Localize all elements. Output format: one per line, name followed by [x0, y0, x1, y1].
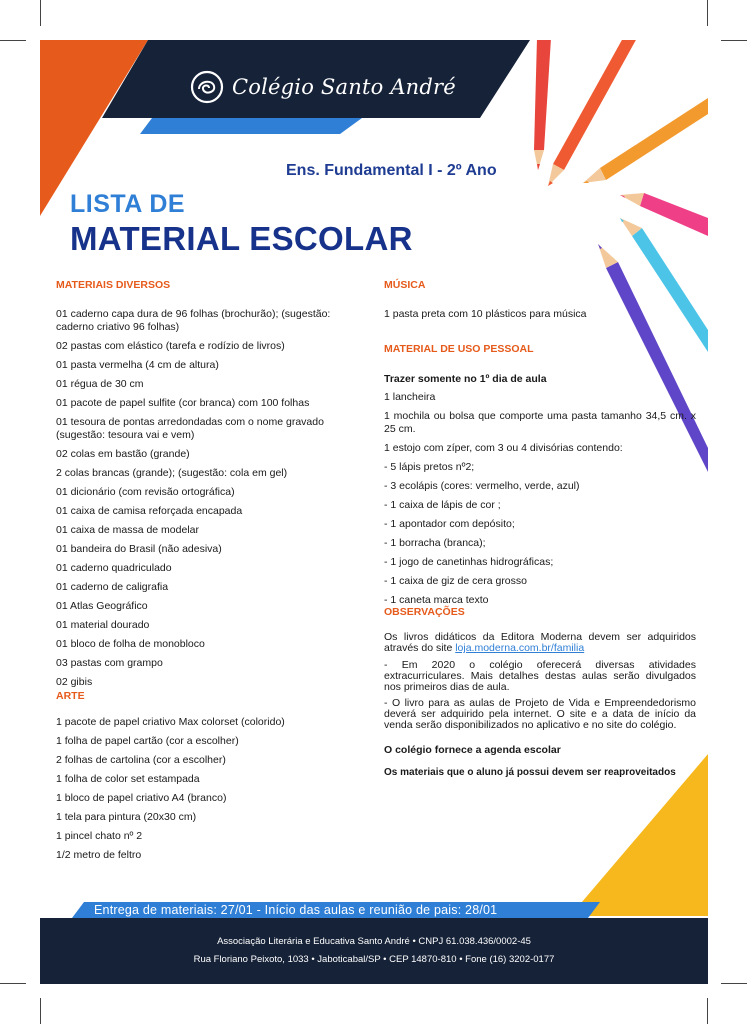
list-item: 01 pacote de papel sulfite (cor branca) com 100 folhas: [56, 397, 310, 409]
list-item: 01 tesoura de pontas arredondadas com o nome gravado (sugestão: tesoura vai e vem): [56, 416, 324, 441]
list-item: 1 pacote de papel criativo Max colorset (colorido): [56, 716, 285, 728]
list-item: 1 tela para pintura (20x30 cm): [56, 811, 197, 823]
list-item: 01 caixa de camisa reforçada encapada: [56, 505, 243, 517]
footer-bar: [40, 918, 708, 984]
list-item: 1 lancheira: [384, 391, 436, 403]
list-item: 01 caderno de caligrafia: [56, 581, 169, 593]
page-title-line2: MATERIAL ESCOLAR: [70, 220, 413, 257]
crop-mark: [707, 0, 708, 26]
list-item: - 1 jogo de canetinhas hidrográficas;: [384, 556, 554, 568]
flyer-page: [40, 40, 708, 984]
list-item: 1 folha de papel cartão (cor a escolher): [56, 735, 239, 747]
list-item: - 5 lápis pretos nº2;: [384, 461, 475, 473]
pessoal-subheading: Trazer somente no 1º dia de aula: [384, 373, 547, 385]
section-heading-observacoes: OBSERVAÇÕES: [384, 606, 465, 618]
obs-paragraph-project: - O livro para as aulas de Projeto de Vida e Empreendedorismo deverá ser adquirido pela internet. O site e a data de início da venda serão disponibilizados no aplicativo e no site do colégio.: [384, 697, 696, 731]
list-arte: [56, 716, 366, 868]
crop-mark: [721, 983, 747, 984]
obs-note-reuse: Os materiais que o aluno já possui devem ser reaproveitados: [384, 767, 676, 778]
page-title-line1: LISTA DE: [70, 190, 186, 218]
list-item: - 1 borracha (branca);: [384, 537, 486, 549]
section-heading-musica: MÚSICA: [384, 279, 426, 291]
list-item: 03 pastas com grampo: [56, 657, 163, 669]
pencil-cyan-icon: [620, 218, 708, 352]
crop-mark: [721, 40, 747, 41]
list-item: 01 dicionário (com revisão ortográfica): [56, 486, 235, 498]
section-heading-arte: ARTE: [56, 690, 85, 702]
list-item: 1 bloco de papel criativo A4 (branco): [56, 792, 227, 804]
list-item: - 1 caixa de giz de cera grosso: [384, 575, 527, 587]
list-item: 1 estojo com zíper, com 3 ou 4 divisórias contendo:: [384, 442, 623, 454]
list-item: 02 gibis: [56, 676, 93, 688]
list-item: 1 folha de color set estampada: [56, 773, 200, 785]
obs-note-agenda: O colégio fornece a agenda escolar: [384, 744, 561, 756]
list-item: 02 pastas com elástico (tarefa e rodízio de livros): [56, 340, 285, 352]
grade-level: Ens. Fundamental I - 2º Ano: [286, 162, 497, 179]
list-item: 1 pincel chato nº 2: [56, 830, 143, 842]
list-item: 01 pasta vermelha (4 cm de altura): [56, 359, 219, 371]
crop-mark: [0, 40, 26, 41]
list-item: 01 bloco de folha de monobloco: [56, 638, 205, 650]
list-item: - 3 ecolápis (cores: vermelho, verde, azul): [384, 480, 580, 492]
brand-name: Colégio Santo André: [232, 75, 456, 99]
crop-mark: [40, 0, 41, 26]
brand-logo: [190, 70, 456, 104]
crop-mark: [707, 998, 708, 1024]
moderna-store-link[interactable]: loja.moderna.com.br/familia: [455, 642, 585, 654]
list-musica: [384, 308, 696, 327]
list-diversos: [56, 308, 366, 695]
delivery-dates: Entrega de materiais: 27/01 - Início das aulas e reunião de pais: 28/01: [94, 903, 498, 917]
list-item: 01 caderno quadriculado: [56, 562, 172, 574]
crop-mark: [0, 983, 26, 984]
obs-paragraph-activities: - Em 2020 o colégio oferecerá diversas atividades extracurriculares. Mais detalhes destas aulas serão divulgados nos primeiros dias de aula.: [384, 659, 696, 693]
list-item: 01 bandeira do Brasil (não adesiva): [56, 543, 222, 555]
list-item: 01 caderno capa dura de 96 folhas (brochurão); (sugestão: caderno criativo 96 folhas): [56, 308, 331, 333]
section-heading-pessoal: MATERIAL DE USO PESSOAL: [384, 343, 534, 355]
list-item: 01 caixa de massa de modelar: [56, 524, 199, 536]
list-item: 01 régua de 30 cm: [56, 378, 144, 390]
section-heading-diversos: MATERIAIS DIVERSOS: [56, 279, 171, 291]
footer-line-address: Rua Floriano Peixoto, 1033 • Jaboticabal/SP • CEP 14870-810 • Fone (16) 3202-0177: [193, 954, 555, 965]
list-item: - 1 apontador com depósito;: [384, 518, 515, 530]
list-item: 01 material dourado: [56, 619, 150, 631]
blue-stripe-shape: [140, 118, 362, 134]
footer-line-association: Associação Literária e Educativa Santo André • CNPJ 61.038.436/0002-45: [217, 936, 531, 947]
list-item: 2 folhas de cartolina (cor a escolher): [56, 754, 226, 766]
obs-books-text: Os livros didáticos da Editora Moderna devem ser adquiridos através do site: [384, 631, 696, 654]
list-item: - 1 caneta marca texto: [384, 594, 489, 606]
list-item: 02 colas em bastão (grande): [56, 448, 190, 460]
obs-paragraph-books: [384, 632, 696, 654]
crop-mark: [40, 998, 41, 1024]
list-item: 01 Atlas Geográfico: [56, 600, 148, 612]
list-item: 1/2 metro de feltro: [56, 849, 142, 861]
list-item: 1 mochila ou bolsa que comporte uma pasta tamanho 34,5 cm. x 25 cm.: [384, 410, 696, 435]
pencil-orange-icon: [583, 98, 708, 183]
list-item: - 1 caixa de lápis de cor ;: [384, 499, 501, 511]
list-item: 2 colas brancas (grande); (sugestão: cola em gel): [56, 467, 288, 479]
pencil-red-icon: [534, 40, 551, 170]
list-pessoal: [384, 391, 696, 613]
swirl-logo-icon: [190, 70, 224, 104]
list-item: 1 pasta preta com 10 plásticos para música: [384, 308, 587, 320]
